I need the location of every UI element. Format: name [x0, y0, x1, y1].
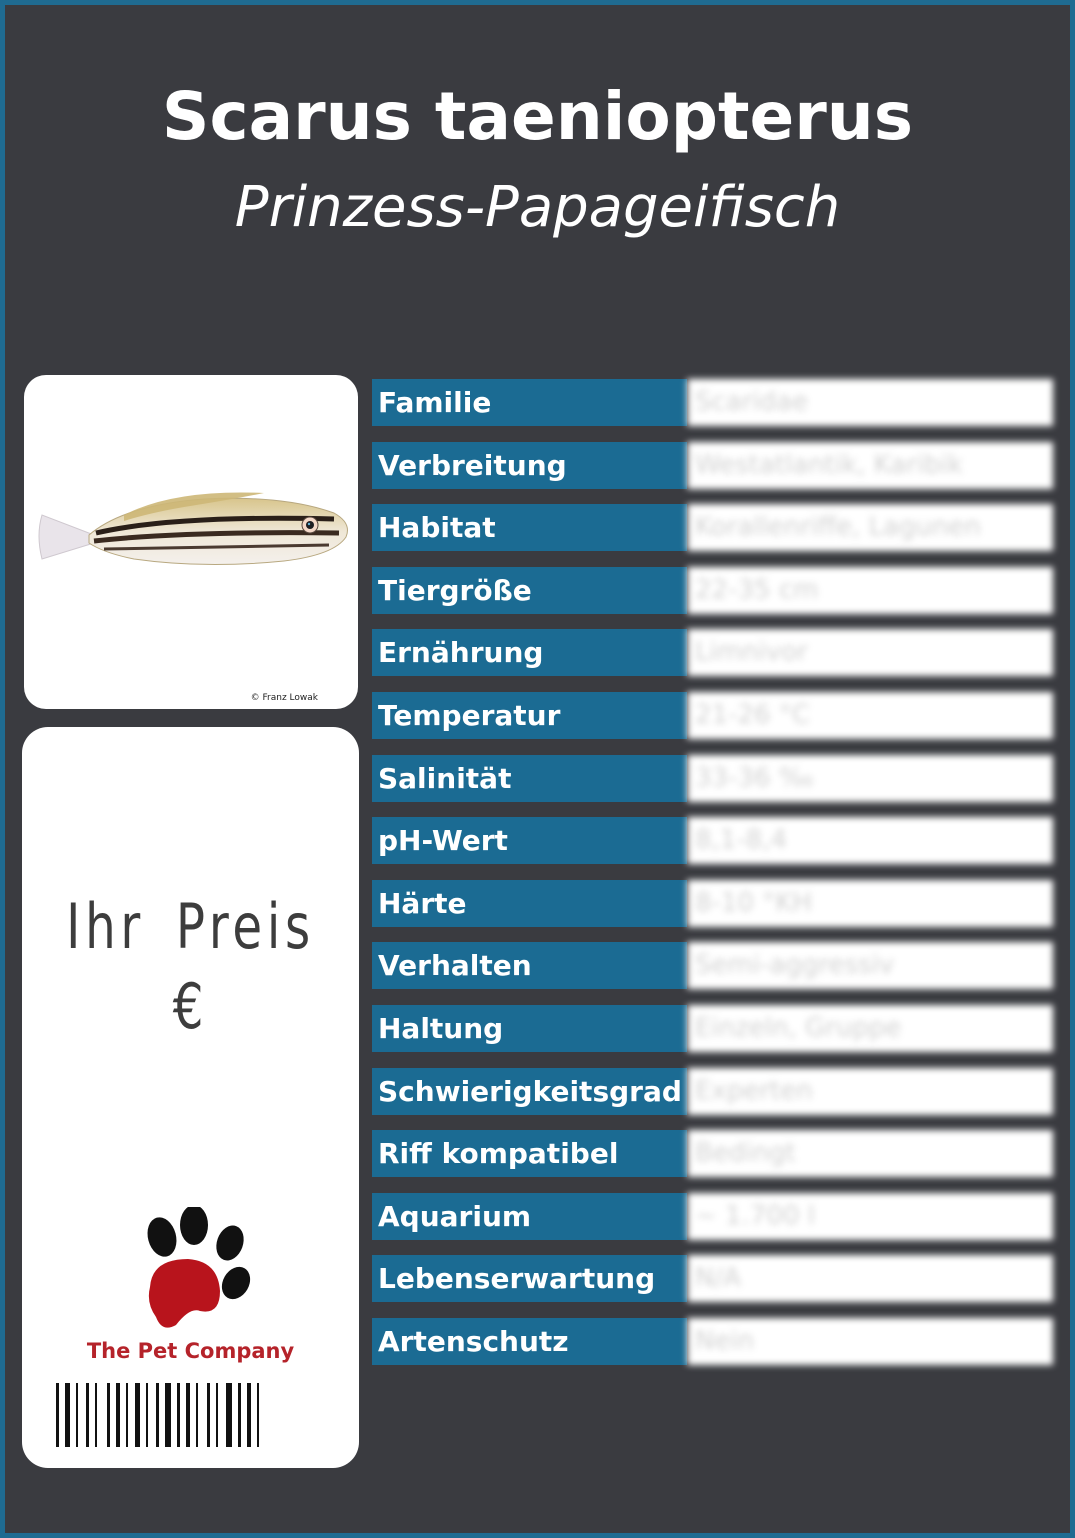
table-row: [372, 1193, 1053, 1240]
table-row: [372, 1005, 1053, 1052]
row-label: Lebenserwartung: [372, 1255, 687, 1302]
row-label: Artenschutz: [372, 1318, 687, 1365]
table-row: [372, 1130, 1053, 1177]
row-label: Verbreitung: [372, 442, 687, 489]
table-row: [372, 379, 1053, 426]
row-value: Semi-aggressiv: [687, 942, 1053, 989]
row-label: Schwierigkeitsgrad: [372, 1068, 687, 1115]
row-label: Härte: [372, 880, 687, 927]
row-label: Riff kompatibel: [372, 1130, 687, 1177]
row-value: Einzeln, Gruppe: [687, 1005, 1053, 1052]
species-title: Scarus taeniopterus: [161, 78, 914, 155]
row-value: 21-26 °C: [687, 692, 1053, 739]
price-card: [22, 727, 359, 1468]
row-value: 8-10 °KH: [687, 880, 1053, 927]
table-row: [372, 1318, 1053, 1365]
photo-card: [24, 375, 358, 709]
table-row: [372, 1255, 1053, 1302]
fish-photo: [34, 485, 354, 585]
row-value: ~ 1.700 l: [687, 1193, 1053, 1240]
row-value: 22-35 cm: [687, 567, 1053, 614]
row-value: Bedingt: [687, 1130, 1053, 1177]
row-label: Aquarium: [372, 1193, 687, 1240]
table-row: [372, 442, 1053, 489]
row-value: Nein: [687, 1318, 1053, 1365]
row-label: Ernährung: [372, 629, 687, 676]
table-row: [372, 942, 1053, 989]
row-value: Scaridae: [687, 379, 1053, 426]
row-value: Westatlantik, Karibik: [687, 442, 1053, 489]
row-label: pH-Wert: [372, 817, 687, 864]
table-row: [372, 567, 1053, 614]
table-row: [372, 880, 1053, 927]
photo-credit: © Franz Lowak: [250, 693, 318, 703]
species-common-name: Prinzess-Papageifisch: [234, 175, 841, 240]
row-value: Korallenriffe, Lagunen: [687, 504, 1053, 551]
table-row: [372, 692, 1053, 739]
row-label: Verhalten: [372, 942, 687, 989]
row-value: 8,1-8,4: [687, 817, 1053, 864]
row-value: Experten: [687, 1068, 1053, 1115]
brand-name: The Pet Company: [86, 1339, 295, 1363]
row-label: Temperatur: [372, 692, 687, 739]
price-label: Ihr Preis €: [66, 890, 315, 1043]
row-label: Tiergröße: [372, 567, 687, 614]
table-row: [372, 504, 1053, 551]
row-value: N/A: [687, 1255, 1053, 1302]
row-label: Habitat: [372, 504, 687, 551]
row-value: 33-36 ‰: [687, 755, 1053, 802]
paw-icon: [132, 1207, 252, 1332]
table-row: [372, 1068, 1053, 1115]
row-value: Limnivor: [687, 629, 1053, 676]
row-label: Familie: [372, 379, 687, 426]
table-row: [372, 817, 1053, 864]
barcode-icon: [56, 1383, 332, 1447]
row-label: Haltung: [372, 1005, 687, 1052]
table-row: [372, 629, 1053, 676]
species-facts-table: [372, 379, 1053, 1381]
row-label: Salinität: [372, 755, 687, 802]
table-row: [372, 755, 1053, 802]
